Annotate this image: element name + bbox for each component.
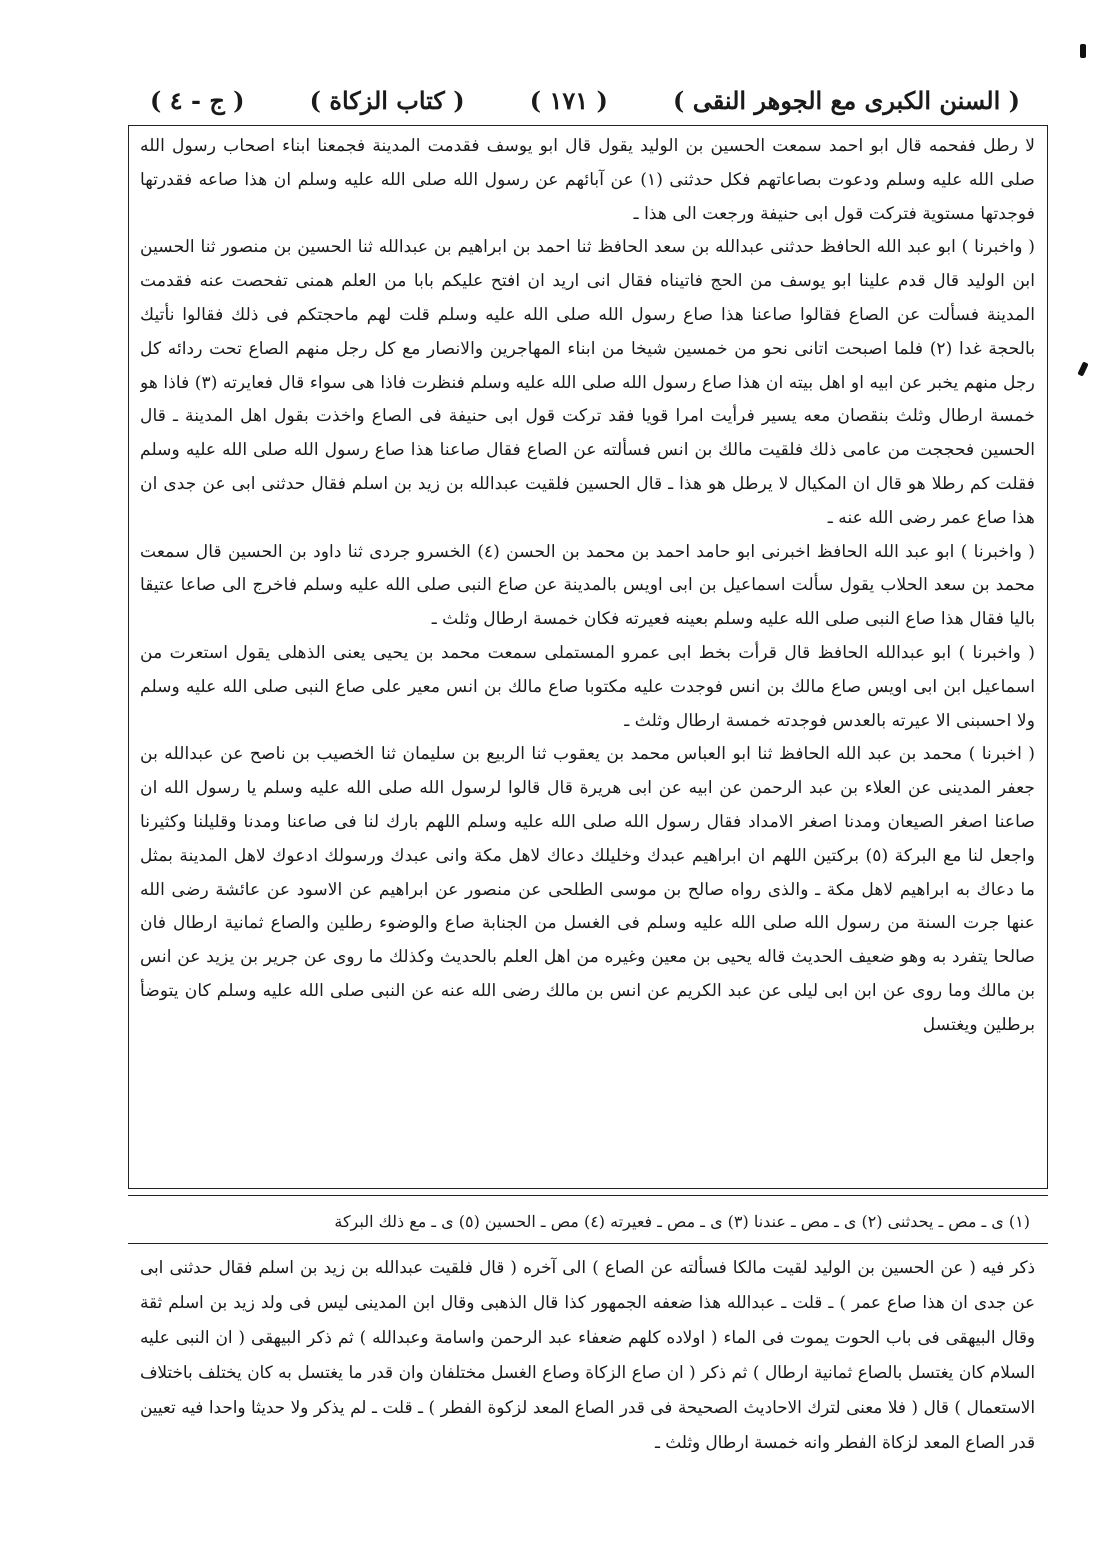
footnote-divider (128, 1195, 1048, 1196)
main-paragraph: ( واخبرنا ) ابو عبد الله الحافظ حدثنى عبدالله بن سعد الحافظ ثنا احمد بن ابراهيم بن عبدالله ثنا الحسين بن منصور ثنا الحسين ابن الوليد قال قدم علينا ابو يوسف من الحج فاتيناه فقال انى اريد ان افتح عليكم بابا من العلم همنى تفحصت عنه فقدمت المدينة فسألت عن الصاع فقالوا صاعنا هذا صاع رسول الله صلى الله عليه وسلم قلت لهم ماحجتكم فى ذلك فقالوا نأتيك بالحجة غدا (٢) فلما اصبحت اتانى نحو من خمسين شيخا من ابناء المهاجرين والانصار مع كل رجل منهم الصاع تحت ردائه كل رجل منهم يخبر عن ابيه او اهل بيته ان هذا صاع رسول الله صلى الله عليه وسلم فنظرت فاذا هى سواء قال فعايرته (٣) فاذا هو خمسة ارطال وثلث بنقصان معه يسير فرأيت امرا قويا فقد تركت قول ابى حنيفة فى الصاع واخذت بقول اهل المدينة ـ قال الحسين فحججت من عامى ذلك فلقيت مالك بن انس فسألته عن الصاع فقال صاعنا هذا صاع رسول الله صلى الله عليه وسلم فقلت كم رطلا هو قال ان المكيال لا يرطل هو هذا ـ قال الحسين فلقيت عبدالله بن زيد بن اسلم فقال حدثنى ابى عن جدى ان هذا صاع عمر رضى الله عنه ـ (140, 237, 1035, 528)
main-paragraph: لا رطل ففحمه قال ابو احمد سمعت الحسين بن الوليد يقول قال ابو يوسف فقدمت المدينة فجمعنا ابناء اصحاب رسول الله صلى الله عليه وسلم ودعوت بصاعاتهم فكل حدثنى (١) عن آبائهم عن رسول الله صلى الله عليه وسلم ان هذا صاعه فقدرتها فوجدتها مستوية فتركت قول ابى حنيفة ورجعت الى هذا ـ (140, 136, 1035, 224)
margin-mark (1077, 361, 1088, 376)
book-title: ( السنن الكبرى مع الجوهر النقى ) (672, 85, 1020, 115)
commentary-text (140, 1250, 1035, 1500)
main-paragraph: ( اخبرنا ) محمد بن عبد الله الحافظ ثنا ابو العباس محمد بن يعقوب ثنا الربيع بن سليمان ثنا الخصيب بن ناصح عن عبدالله بن جعفر المدينى عن العلاء بن عبد الرحمن عن ابيه عن ابى هريرة قال قالوا لرسول الله صلى الله عليه وسلم يا رسول الله ان صاعنا اصغر الصيعان ومدنا اصغر الامداد فقال رسول الله صلى الله عليه وسلم اللهم بارك لنا فى صاعنا ومدنا وقليلنا وكثيرنا واجعل لنا مع البركة (٥) بركتين اللهم ان ابراهيم عبدك وخليلك دعاك لاهل مكة وانى عبدك ورسولك ادعوك لاهل المدينة بمثل ما دعاك به ابراهيم لاهل مكة ـ والذى رواه صالح بن موسى الطلحى عن منصور عن ابراهيم عن الاسود عن عائشة رضى الله عنها جرت السنة من رسول الله صلى الله عليه وسلم فى الغسل من الجنابة صاع والوضوء رطلين والصاع ثمانية ارطال فان صالحا يتفرد به وهو ضعيف الحديث قاله يحيى بن معين وغيره من اهل العلم بالحديث وكذلك ما روى عن جرير بن يزيد عن انس بن مالك وما روى عن ابن ابى ليلى عن عبد الكريم عن انس بن مالك رضى الله عنه عن النبى صلى الله عليه وسلم كان يتوضأ برطلين ويغتسل (140, 744, 1035, 1035)
volume-number: ( ج - ٤ ) (150, 85, 245, 115)
main-text (140, 130, 1035, 1180)
margin-mark (1080, 44, 1086, 58)
section-title: ( كتاب الزكاة ) (309, 85, 465, 115)
main-paragraph: ( واخبرنا ) ابو عبد الله الحافظ اخبرنى ابو حامد احمد بن محمد بن الحسن (٤) الخسرو جردى ثنا داود بن الحسين قال سمعت محمد بن سعد الحلاب يقول سألت اسماعيل بن ابى اويس بالمدينة عن صاع النبى صلى الله عليه وسلم فاخرج الى صاعا عتيقا باليا فقال هذا صاع النبى صلى الله عليه وسلم بعينه فعيرته فكان خمسة ارطال وثلث ـ (140, 541, 1035, 630)
main-paragraph: ( واخبرنا ) ابو عبدالله الحافظ قال قرأت بخط ابى عمرو المستملى سمعت محمد بن يحيى يعنى الذهلى يقول استعرت من اسماعيل ابن ابى اويس صاع مالك بن انس فوجدت عليه مكتوبا صاع مالك بن انس معير على صاع النبى صلى الله عليه وسلم ولا احسبنى الا عيرته بالعدس فوجدته خمسة ارطال وثلث ـ (140, 642, 1035, 731)
commentary-divider (128, 1243, 1048, 1244)
page-header (150, 80, 1020, 120)
commentary-paragraph: ذكر فيه ( عن الحسين بن الوليد لقيت مالكا فسألته عن الصاع ) الى آخره ( قال فلقيت عبدالله بن زيد بن اسلم فقال حدثنى ابى عن جدى ان هذا صاع عمر ) ـ قلت ـ عبدالله هذا ضعفه الجمهور كذا قال الذهبى وقال ابن المدينى ليس فى ولد زيد بن اسلم ثقة وقال البيهقى فى باب الحوت يموت فى الماء ( اولاده كلهم ضعفاء عبد الرحمن واسامة وعبدالله ) ثم ذكر البيهقى ( ان النبى عليه السلام كان يغتسل بالصاع ثمانية ارطال ) ثم ذكر ( ان صاع الزكاة وصاع الغسل مختلفان وان قدر ما يغتسل به كان يختلف باختلاف الاستعمال ) قال ( فلا معنى لترك الاحاديث الصحيحة فى قدر الصاع المعد لزكوة الفطر ) ـ قلت ـ لم يذكر ولا حديثا واحدا فيه تعيين قدر الصاع المعد لزكاة الفطر وانه خمسة ارطال وثلث ـ (140, 1257, 1035, 1452)
footnotes: (١) ى ـ مص ـ يحدثنى (٢) ى ـ مص ـ عندنا (٣) ى ـ مص ـ فعيرته (٤) مص ـ الحسين (٥) ى ـ مع ذلك البركة (334, 1212, 1030, 1231)
page-number: ( ١٧١ ) (529, 85, 608, 115)
